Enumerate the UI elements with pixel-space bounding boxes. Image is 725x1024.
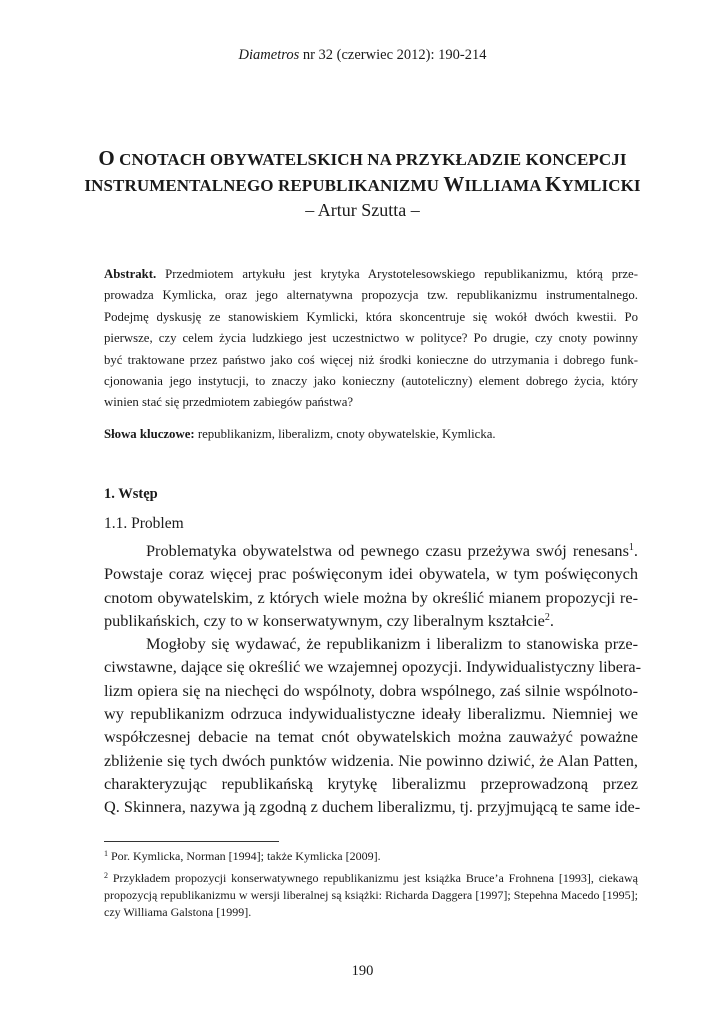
body-line: charakteryzując republikańską krytykę liberalizmu przeprowadzoną przez: [104, 773, 638, 793]
keywords: [104, 424, 638, 444]
body-line: współczesnej debacie na temat cnót obywatelskich można zauważyć poważne: [104, 727, 638, 747]
footnotes: [104, 848, 638, 926]
body-line: wy republikanizm odrzuca indywidualistyczne ideały liberalizmu. Niemniej we: [104, 704, 638, 724]
abstract: [104, 264, 638, 414]
title-line-1: O CNOTACH OBYWATELSKICH NA PRZYKŁADZIE KONCEPCJI: [98, 146, 627, 170]
body-line: Mogłoby się wydawać, że republikanizm i liberalizm to stanowiska prze-: [146, 634, 638, 654]
journal-issue-info: nr 32 (czerwiec 2012): 190-214: [302, 47, 487, 63]
body-line: publikańskich, czy to w konserwatywnym, czy liberalnym kształcie$^2$.: [104, 610, 554, 630]
journal-header: [0, 47, 725, 64]
title-line-2: INSTRUMENTALNEGO REPUBLIKANIZMU WILLIAMA KYMLICKI: [84, 172, 641, 196]
body-line: Q. Skinnera, nazywa ją zgodną z duchem liberalizmu, tj. przyjmującą te same ide-: [104, 797, 641, 817]
footnote-ref-2[interactable]: 2: [544, 611, 550, 623]
article-title: [60, 146, 665, 198]
abstract-line: pierwsze, czy celem życia ludzkiego jest uczestnictwo w polityce? Po drugie, czy cnoty powinny: [104, 331, 638, 346]
body-line: Powstaje coraz więcej prac poświęconym idei obywatela, w tym poświęconych: [104, 564, 638, 584]
footnote-divider: [104, 841, 279, 842]
abstract-line: cjonowania jego instytucji, to znaczy jako konieczny (autoteliczny) element dobrego życia, który: [104, 374, 638, 389]
keywords-list: republikanizm, liberalizm, cnoty obywatelskie, Kymlicka.: [194, 427, 496, 441]
keywords-label: Słowa kluczowe:: [104, 427, 195, 441]
body-line: Problematyka obywatelstwa od pewnego czasu przeżywa swój renesans$^1$.: [146, 541, 638, 560]
body-line: ciwstawne, dające się określić we wzajemnej opozycji. Indywidualistyczny libera-: [104, 657, 642, 677]
abstract-line: prowadza Kymlicka, oraz jego alternatywna propozycja tzw. republikanizmu instrumentalnego.: [104, 288, 638, 303]
subsection-heading: 1.1. Problem: [104, 515, 184, 532]
body-text: [104, 539, 642, 819]
body-line: cnotom obywatelskim, z których wiele można by określić mianem propozycji re-: [104, 587, 638, 607]
abstract-line: być traktowane przez państwo jako coś więcej niż środki konieczne do utrzymania i dobrego funk-: [104, 352, 638, 367]
abstract-line: Abstrakt. Przedmiotem artykułu jest krytyka Arystotelesowskiego republikanizmu, którą prze-: [104, 267, 638, 281]
abstract-label: Abstrakt.: [104, 267, 157, 281]
footnote-ref-1[interactable]: 1: [628, 542, 634, 553]
footnote-2: $^2$ Przykładem propozycji konserwatywnego republikanizmu jest książka Bruce’a Frohnena [1993], ciekawą propozycją republikanizmu w wersji liberalnej są książki: Richarda Daggera [1997]; Stepehna Macedo [1995]; czy Williama Galstona [1999].: [104, 871, 638, 919]
page-number: 190: [351, 963, 374, 979]
abstract-line: winien stać się przedmiotem zabiegów państwa?: [104, 395, 354, 410]
abstract-line: Podejmę dyskusję ze stanowiskiem Kymlicki, która skoncentruje się wokół dwóch kwestii. Po: [104, 309, 638, 324]
body-line: lizm opiera się na niechęci do wspólnoty, dobra wspólnego, zaś silnie wspólnoto-: [104, 680, 638, 700]
author-name: – Artur Szutta –: [305, 200, 420, 220]
footnote-1: $^1$ Por. Kymlicka, Norman [1994]; także Kymlicka [2009].: [104, 849, 381, 863]
journal-name: Diametros: [238, 47, 300, 63]
body-line: zbliżenie się tych dwóch punktów widzenia. Nie powinno dziwić, że Alan Patten,: [104, 750, 638, 770]
section-heading: 1. Wstęp: [104, 486, 158, 502]
